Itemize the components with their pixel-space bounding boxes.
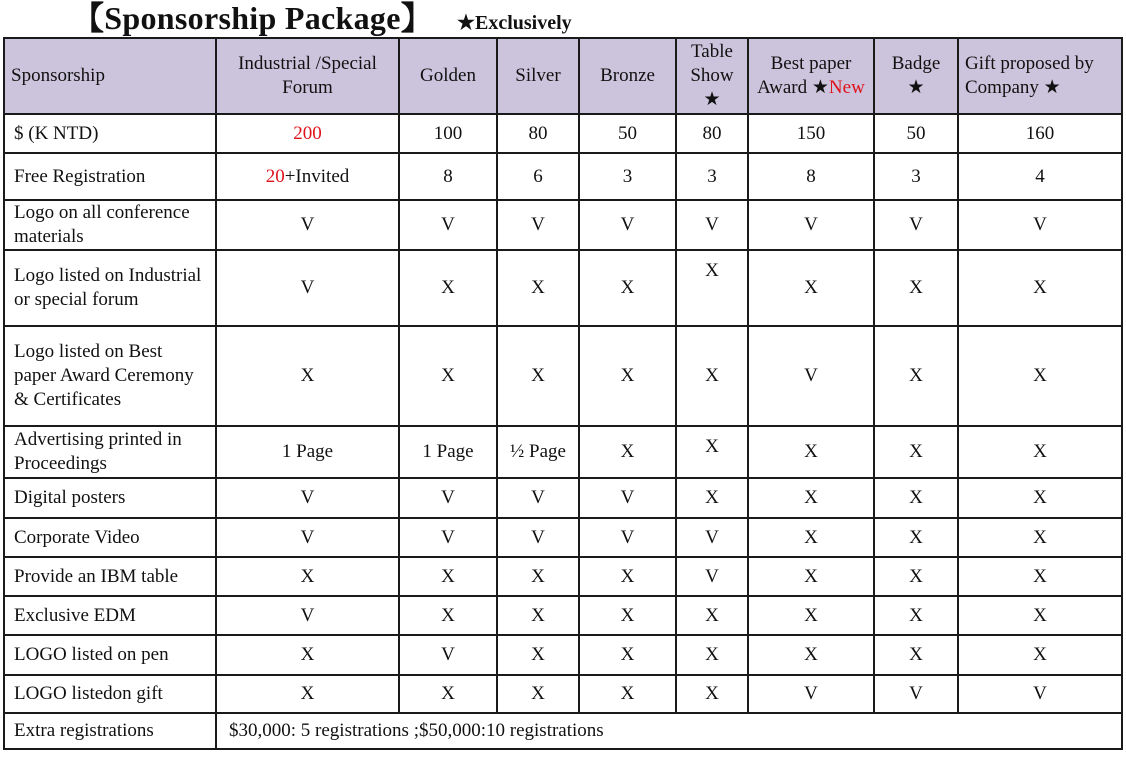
cell-value: 1 Page — [216, 426, 399, 478]
header-gift: Gift proposed by Company ★ — [958, 38, 1122, 114]
cell-value: X — [958, 557, 1122, 596]
new-label: New — [828, 77, 865, 98]
cell-value: X — [958, 426, 1122, 478]
cell-value: X — [579, 635, 676, 675]
table-row — [4, 426, 1122, 478]
cell-value: X — [216, 326, 399, 426]
cell-value: X — [874, 635, 958, 675]
cell-value: X — [874, 478, 958, 518]
sponsorship-table — [3, 37, 1123, 750]
cell-value: X — [216, 557, 399, 596]
cell-value: 80 — [497, 114, 579, 153]
row-label: Advertising printed in Proceedings — [4, 426, 216, 478]
cell-value: 8 — [748, 153, 874, 200]
table-row — [4, 200, 1122, 250]
header-table-show: Table Show ★ — [676, 38, 748, 114]
cell-value: X — [497, 250, 579, 326]
header-silver: Silver — [497, 38, 579, 114]
row-label: Digital posters — [4, 478, 216, 518]
table-row — [4, 153, 1122, 200]
cell-value: X — [676, 675, 748, 713]
cell-value: X — [874, 557, 958, 596]
cell-value: X — [676, 326, 748, 426]
header-golden: Golden — [399, 38, 497, 114]
cell-value: X — [579, 250, 676, 326]
table-row — [4, 557, 1122, 596]
cell-value: X — [216, 675, 399, 713]
header-bronze: Bronze — [579, 38, 676, 114]
cell-value: X — [748, 426, 874, 478]
row-label: Logo listed on Best paper Award Ceremony & Certificates — [4, 326, 216, 426]
cell-value: X — [676, 478, 748, 518]
row-label: Corporate Video — [4, 518, 216, 557]
cell-value: X — [497, 596, 579, 635]
cell-value: X — [748, 557, 874, 596]
table-row — [4, 518, 1122, 557]
invited-suffix: +Invited — [284, 165, 350, 187]
table-row — [4, 713, 1122, 749]
cell-value: X — [874, 596, 958, 635]
cell-value: V — [216, 250, 399, 326]
table-row — [4, 596, 1122, 635]
cell-value: X — [497, 675, 579, 713]
cell-value: V — [676, 557, 748, 596]
cell-value: V — [497, 478, 579, 518]
cell-value: X — [958, 326, 1122, 426]
table-row — [4, 326, 1122, 426]
cell-value: V — [399, 518, 497, 557]
table-row — [4, 114, 1122, 153]
cell-value: X — [676, 635, 748, 675]
cell-value: V — [748, 675, 874, 713]
cell-value: X — [399, 557, 497, 596]
header-badge: Badge ★ — [874, 38, 958, 114]
cell-value: X — [399, 675, 497, 713]
cell-value: V — [748, 326, 874, 426]
row-label: Provide an IBM table — [4, 557, 216, 596]
cell-value: V — [579, 200, 676, 250]
header-industrial: Industrial /Special Forum — [216, 38, 399, 114]
cell-value: X — [497, 635, 579, 675]
cell-value: V — [216, 478, 399, 518]
cell-value: V — [497, 518, 579, 557]
cell-value: X — [399, 596, 497, 635]
table-row — [4, 635, 1122, 675]
cell-value: X — [748, 478, 874, 518]
cell-value: X — [676, 250, 748, 326]
row-label: $ (K NTD) — [4, 114, 216, 153]
title-main: 【Sponsorship Package】 — [72, 0, 434, 36]
cell-value: X — [874, 518, 958, 557]
cell-value: 3 — [676, 153, 748, 200]
cell-value: X — [958, 635, 1122, 675]
cell-value: X — [497, 326, 579, 426]
row-label: Free Registration — [4, 153, 216, 200]
cell-value: V — [579, 478, 676, 518]
cell-value: V — [497, 200, 579, 250]
cell-value: V — [958, 200, 1122, 250]
cell-value: 1 Page — [399, 426, 497, 478]
cell-value: X — [497, 557, 579, 596]
row-label: Exclusive EDM — [4, 596, 216, 635]
cell-value: ½ Page — [497, 426, 579, 478]
cell-value: V — [216, 200, 399, 250]
row-label: LOGO listed on pen — [4, 635, 216, 675]
cell-value: 50 — [874, 114, 958, 153]
cell-value: 160 — [958, 114, 1122, 153]
cell-value: X — [874, 250, 958, 326]
cell-value: 200 — [216, 114, 399, 153]
cell-value: X — [748, 635, 874, 675]
extra-registrations-text: $30,000: 5 registrations ;$50,000:10 registrations — [216, 713, 1122, 749]
cell-value: V — [874, 675, 958, 713]
cell-value: 4 — [958, 153, 1122, 200]
cell-value: V — [399, 635, 497, 675]
cell-value: V — [676, 200, 748, 250]
document-title — [72, 0, 572, 36]
cell-value: 100 — [399, 114, 497, 153]
cell-value: X — [579, 557, 676, 596]
cell-value: X — [874, 426, 958, 478]
free-reg-count: 20 — [265, 165, 285, 187]
cell-value: 50 — [579, 114, 676, 153]
cell-value: V — [958, 675, 1122, 713]
cell-value: 150 — [748, 114, 874, 153]
extra-registrations-label: Extra registrations — [4, 713, 216, 749]
cell-value: V — [579, 518, 676, 557]
cell-value: X — [216, 635, 399, 675]
cell-value: X — [958, 478, 1122, 518]
row-label: Logo on all conference materials — [4, 200, 216, 250]
cell-value: X — [579, 326, 676, 426]
header-sponsorship: Sponsorship — [4, 38, 216, 114]
table-row — [4, 250, 1122, 326]
cell-value: V — [874, 200, 958, 250]
cell-value: X — [579, 426, 676, 478]
cell-value: 8 — [399, 153, 497, 200]
cell-value: 80 — [676, 114, 748, 153]
title-exclusive-note: ★Exclusively — [457, 12, 572, 34]
cell-value: X — [399, 326, 497, 426]
cell-value: X — [958, 250, 1122, 326]
cell-value: X — [874, 326, 958, 426]
cell-value: X — [748, 250, 874, 326]
header-row — [4, 38, 1122, 114]
header-best-paper-text: Best paper Award ★ — [757, 53, 852, 98]
cell-value: 3 — [579, 153, 676, 200]
cell-value: 6 — [497, 153, 579, 200]
cell-value — [216, 153, 399, 200]
cell-value: X — [399, 250, 497, 326]
cell-value: V — [748, 200, 874, 250]
cell-value: X — [748, 518, 874, 557]
cell-value: X — [958, 596, 1122, 635]
cell-value: X — [676, 596, 748, 635]
cell-value: V — [216, 518, 399, 557]
row-label: LOGO listedon gift — [4, 675, 216, 713]
row-label: Logo listed on Industrial or special forum — [4, 250, 216, 326]
cell-value: V — [676, 518, 748, 557]
cell-value: 3 — [874, 153, 958, 200]
cell-value: V — [399, 478, 497, 518]
cell-value: X — [579, 675, 676, 713]
table-row — [4, 478, 1122, 518]
table-row — [4, 675, 1122, 713]
cell-value: X — [748, 596, 874, 635]
header-best-paper — [748, 38, 874, 114]
cell-value: V — [216, 596, 399, 635]
cell-value: X — [958, 518, 1122, 557]
cell-value: V — [399, 200, 497, 250]
cell-value: X — [579, 596, 676, 635]
cell-value: X — [676, 426, 748, 478]
